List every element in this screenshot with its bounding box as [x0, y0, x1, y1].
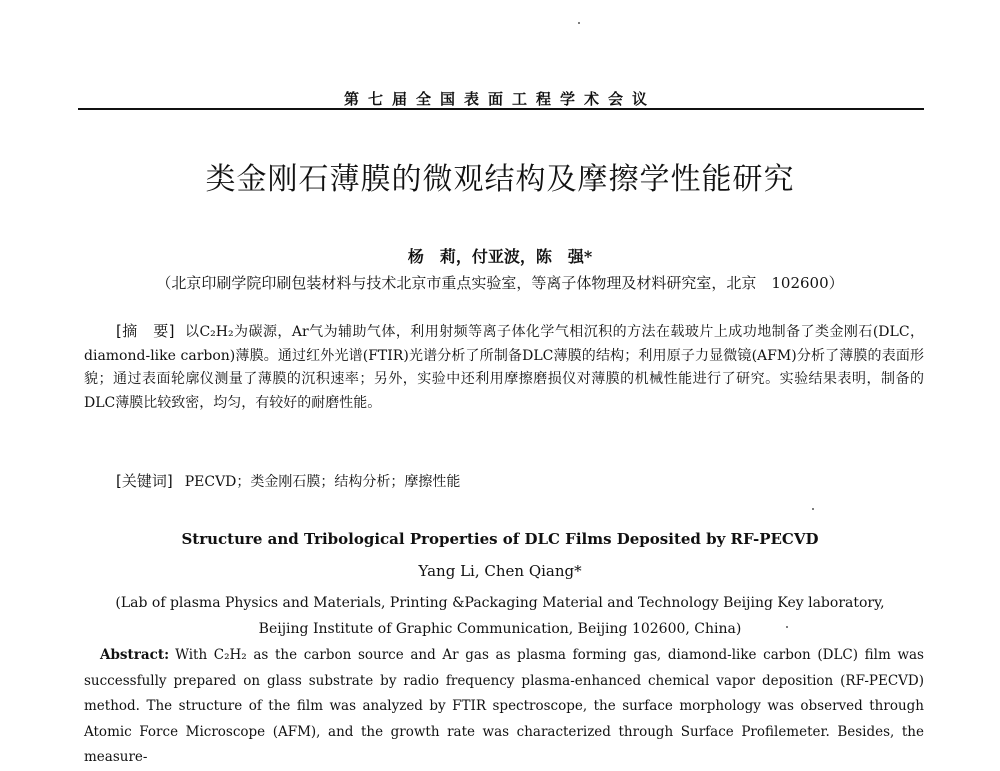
affiliation-english	[0, 590, 1000, 642]
header-rule	[78, 108, 924, 110]
abstract-chinese-label: [摘 要]	[116, 322, 175, 340]
affiliation-english-line1: (Lab of plasma Physics and Materials, Printing &Packaging Material and Technology Beijing Key laboratory,	[115, 595, 885, 611]
abstract-english-label: Abstract:	[100, 647, 170, 663]
authors-chinese: 杨 莉，付亚波，陈 强*	[407, 247, 593, 266]
keywords-chinese	[116, 470, 460, 491]
abstract-chinese-text: 以C₂H₂为碳源，Ar气为辅助气体，利用射频等离子体化学气相沉积的方法在载玻片上成功地制备了类金刚石(DLC，diamond-like carbon)薄膜。通过红外光谱(FTIR)光谱分析了所制备DLC薄膜的结构；利用原子力显微镜(AFM)分析了薄膜的表面形貌；通过表面轮廓仪测量了薄膜的沉积速率；另外，实验中还利用摩擦磨损仪对薄膜的机械性能进行了研究。实验结果表明，制备的DLC薄膜比较致密，均匀，有较好的耐磨性能。	[84, 324, 924, 411]
keywords-chinese-label: [关键词]	[116, 472, 173, 490]
abstract-english-text: With C₂H₂ as the carbon source and Ar gas as plasma forming gas, diamond-like carbon (DLC) film was successfully prepared on glass substrate by radio frequency plasma-enhanced chemical vapor deposition (RF-PECVD) method. The structure of the film was analyzed by FTIR spectroscope, the surface morphology was observed through Atomic Force Microscope (AFM), and the growth rate was characterized through Surface Profilemeter. Besides, the measure-	[84, 647, 924, 765]
scan-speck	[578, 22, 580, 24]
abstract-chinese	[84, 320, 924, 415]
affiliation-chinese: （北京印刷学院印刷包装材料与技术北京市重点实验室，等离子体物理及材料研究室，北京 102600）	[156, 274, 844, 292]
title-chinese: 类金刚石薄膜的微观结构及摩擦学性能研究	[205, 162, 795, 197]
keywords-chinese-text: PECVD；类金刚石膜；结构分析；摩擦性能	[184, 474, 461, 490]
abstract-english	[84, 643, 924, 771]
scan-speck	[786, 626, 788, 628]
authors-english: Yang Li, Chen Qiang*	[418, 562, 582, 580]
scan-speck	[812, 508, 814, 510]
affiliation-english-line2: Beijing Institute of Graphic Communication, Beijing 102600, China)	[258, 621, 742, 637]
conference-header: 第七届全国表面工程学术会议	[343, 90, 656, 108]
title-english: Structure and Tribological Properties of DLC Films Deposited by RF-PECVD	[181, 530, 819, 548]
